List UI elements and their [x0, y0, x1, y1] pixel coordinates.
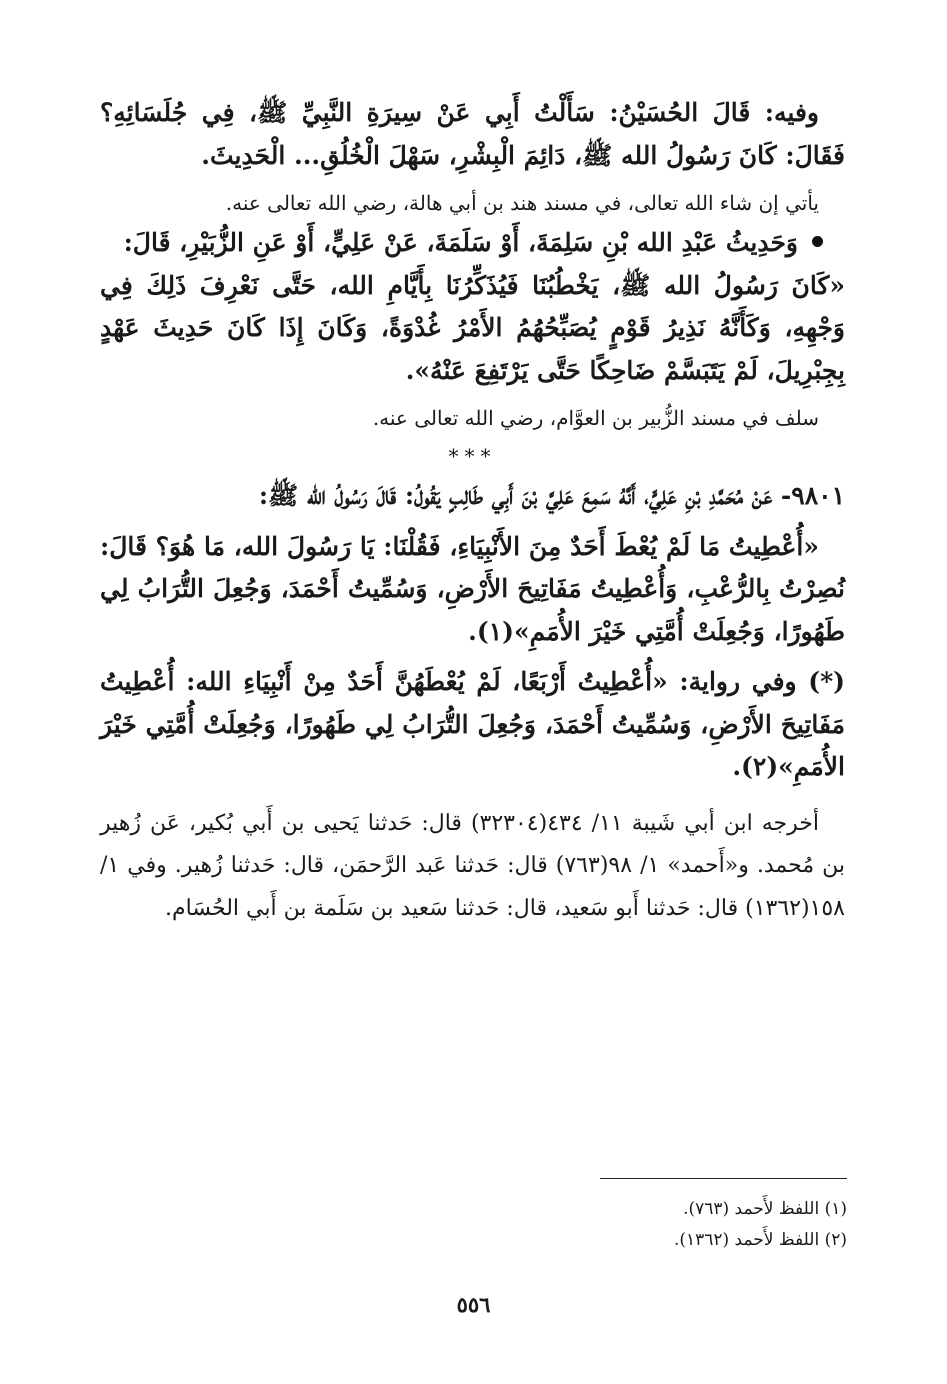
section-separator: *** — [448, 444, 497, 468]
page-body — [100, 92, 845, 930]
hadith-quote-2: «أُعْطِيتُ مَا لَمْ يُعْطَ أَحَدٌ مِنَ الأَنْبِيَاءِ، فَقُلْنَا: يَا رَسُولَ الله، مَا هُوَ؟ قَالَ: نُصِرْتُ بِالرُّعْبِ، وَأُعْطِيتُ مَفَاتِيحَ الأَرْضِ، وَسُمِّيتُ أَحْمَدَ، وَجُعِلَ التُّرَابُ لِي طَهُورًا، وَجُعِلَتْ أُمَّتِي خَيْرَ الأُمَمِ»(١). — [100, 531, 845, 646]
note-hind: يأتي إن شاء الله تعالى، في مسند هند بن أبي هالة، رضي الله تعالى عنه. — [225, 191, 819, 215]
paragraph-abdallah: وَحَدِيثُ عَبْدِ الله بْنِ سَلِمَةَ، أَوْ سَلَمَةَ، عَنْ عَلِيٍّ، أَوْ عَنِ الزُّبَيْرِ، قَالَ: — [123, 228, 798, 257]
footnote-divider — [600, 1178, 847, 1179]
hadith-9801-intro: ٩٨٠١- عَنْ مُحَمَّدِ بْنِ عَلِيٍّ، أَنَّهُ سَمِعَ عَلِيَّ بْنَ أَبِي طَالِبٍ يَقُولُ: قَالَ رَسُولُ الله ﷺ: — [258, 481, 845, 510]
page-number: ٥٥٦ — [456, 1292, 491, 1317]
hadith-quote-1: «كَانَ رَسُولُ الله ﷺ، يَخْطُبُنَا فَيُذَكِّرُنَا بِأَيَّامِ الله، حَتَّى نَعْرِفَ ذَلِكَ فِي وَجْهِهِ، وَكَأَنَّهُ نَذِيرُ قَوْمٍ يُصَبِّحُهُمُ الأَمْرُ غُدْوَةً، وَكَانَ إِذَا كَانَ حَدِيثَ عَهْدٍ بِجِبْرِيلَ، لَمْ يَتَبَسَّمْ ضَاحِكًا حَتَّى يَرْتَفِعَ عَنْهُ». — [100, 270, 845, 385]
takhrij-paragraph: أخرجه ابن أبي شَيبة ١١/ ٤٣٤(٣٢٣٠٤) قال: حَدثنا يَحيى بن أَبي بُكير، عَن زُهير بن مُحمد. و«أَحمد» ١/ ٩٨(٧٦٣) قال: حَدثنا عَبد الرَّحمَن، قال: حَدثنا زُهير. وفي ١/ ١٥٨(١٣٦٢) قال: حَدثنا أَبو سَعيد، قال: حَدثنا سَعيد بن سَلَمة بن أَبي الحُسَام. — [100, 810, 846, 921]
bullet-paragraph — [100, 222, 845, 265]
bullet-icon — [812, 236, 823, 247]
footnotes — [102, 1194, 847, 1256]
footnote-2: (٢) اللفظ لأَحمد (١٣٦٢). — [673, 1230, 847, 1250]
riwaya-paragraph: (*) وفي رواية: «أُعْطِيتُ أَرْبَعًا، لَمْ يُعْطَهُنَّ أَحَدٌ مِنْ أَنْبِيَاءِ الله: أُعْطِيتُ مَفَاتِيحَ الأَرْضِ، وَسُمِّيتُ أَحْمَدَ، وَجُعِلَ التُّرَابُ لِي طَهُورًا، وَجُعِلَتْ أُمَّتِي خَيْرَ الأُمَمِ»(٢). — [100, 667, 845, 781]
note-zubair: سلف في مسند الزُّبير بن العوَّام، رضي الله تعالى عنه. — [372, 406, 819, 430]
paragraph-husain: وفيه: قَالَ الحُسَيْنُ: سَأَلْتُ أَبِي عَنْ سِيرَةِ النَّبِيِّ ﷺ، فِي جُلَسَائِهِ؟ فَقَالَ: كَانَ رَسُولُ الله ﷺ، دَائِمَ الْبِشْرِ، سَهْلَ الْخُلُقِ... الْحَدِيثَ. — [100, 98, 845, 170]
footnote-1: (١) اللفظ لأَحمد (٧٦٣). — [683, 1199, 847, 1219]
